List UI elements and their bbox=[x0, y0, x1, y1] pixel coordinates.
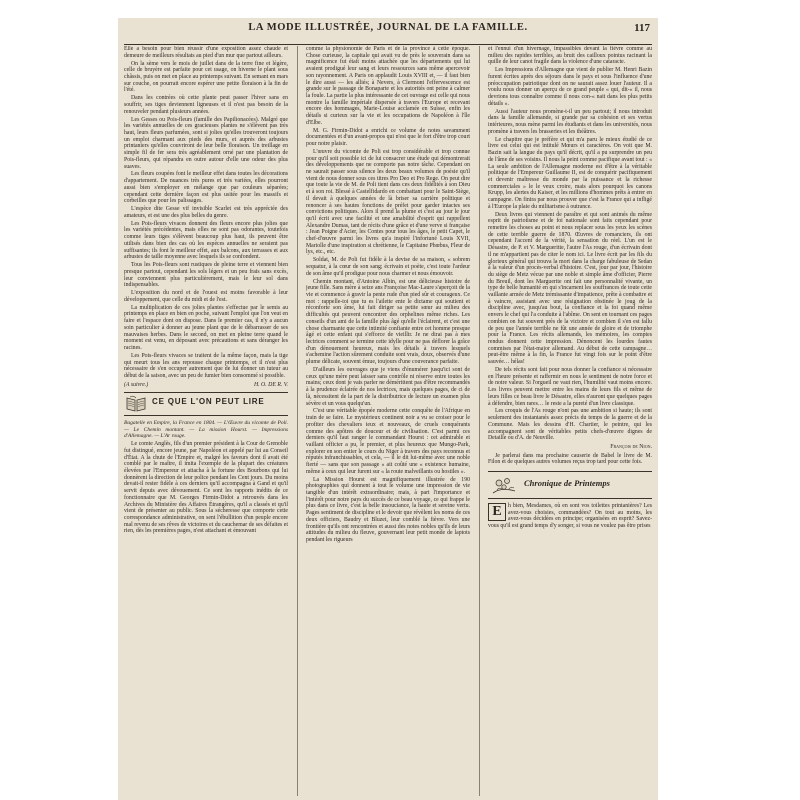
flower-ornament-icon bbox=[491, 475, 517, 495]
paragraph: Deux livres qui viennent de paraître et qui sont animés du même esprit de patriotisme et de foi nationale sont faits cependant pour remettre les choses au point et nous replacer sous les yeux les scènes de cette terrible guerre de 1870. Œuvres de romanciers, ils ont cependant l'accent de la vérité, la sensation du réel. L'un est le Désastre, de P. et V. Margueritte, l'autre l'As rouge, d'un écrivain dont il ne m'appartient pas de citer le nom ici. Le livre écrit par les fils du glorieux général qui trouva la mort dans la charge fabuleuse de Sedan à la valeur d'un procès-verbal d'histoire. C'est, jour par jour, l'histoire du siège de Metz vécue par une noble et simple âme d'officier, Pierre du Breuil, dont les Marguerite ont fait une personnalité vivante, un type de belle humanité en qui s'incarnent les souffrances de toute cette vaillante armée de Metz trémissante d'impatience, prête à combattre et à vaincre, assistant avec une résignation obstinée le joug de la discipline avec, jusqu'au bout, la confiance et la foi quand même envers le chef qui l'a conduite à l'abîme. On sent en tournant ces pages combien on fut souvent près de la victoire et combien il s'en est fallu de peu que l'année terrible ne fût une année de gloire et de triomphe pour la France. Les récits allemands, les mémoires, les comptes rendus donnent cette impression. Dénoncent les lourdes fautes commises par l'état-major allemand. Au début de cette campagne… peut-être même à la fin, la France fut vingt fois sur le point d'être sauvée… hélas! bbox=[488, 211, 652, 366]
section-summary: Bagatelle en Empire, la France en 1804. — L'Œuvre du vicomte de Poli. — Le Chemin montant. — La mission Hourst. — Impressions d'Allemagne. — L'Ar rouge. bbox=[124, 420, 288, 439]
chronique-title: Chronique de Printemps bbox=[524, 478, 610, 489]
journal-title: LA MODE ILLUSTRÉE, JOURNAL DE LA FAMILLE. bbox=[248, 22, 528, 33]
paragraph: Les Gesses ou Pois-fleurs (famille des Papilionacées). Malgré que les variétés annuelles de ces gracieuses plantes ne s'élèvent pas très haut, leurs fleurs parfumées, sont si jolies qu'elles trouveront toujours un emploi charmant aux pieds des murs, et auprès des arbustes printaniers qu'elles couvriront de leur belle floraison. Un treillage en simple fil de fer sera très agréablement orné par une plantation de Pois-fleurs, qui répandra en outre autour d'elle une odeur des plus suaves. bbox=[124, 116, 288, 170]
magazine-page bbox=[118, 18, 658, 800]
paragraph: Chemin montant, d'Antoine Albin, est une délicieuse histoire de jeune fille. Sans mère à seize ans Françoise Mac-Laure s'aperçoit de la vie et commence à gravir la pente rude d'un pied sûr et courageux. Ce mot : rappelle-toi que tu es l'ailette ente le dictame qui soutient et réconforte son âme, lui fait diriger sa petite sœur au milieu des difficultés qui peuvent rencontrer des orphelines même riches. Les conseils d'un ami de la famille plus âgé qu'elle l'éclairent, et c'est une chose charmante que cette intimité confiante entre cet homme presque âgé et cette enfant qui s'efforce de vieillir. Je ne dirai pas à mes lectrices comment se termine cette idylle pour ne pas déflorer la grâce d'un dénouement heureux, mais les détails à travers lesquels s'achemine l'action sûrement conduite sont vrais, doux, observés d'une plume délicate, souvent émue, toujours d'une couverance parfaite. bbox=[306, 278, 470, 366]
column-1 bbox=[124, 46, 288, 796]
open-book-icon bbox=[126, 395, 146, 412]
paragraph: Tous les Pois-fleurs sont rustiques de pleine terre et viennent bien presque partout, cependant les sols légers et un peu frais sans excès, leur conviennent plus particulièrement, mais le leur sol dans indispensables. bbox=[124, 262, 288, 289]
paragraph: L'exposition du nord et de l'ouest est moins favorable à leur développement, que celle du midi et de l'est. bbox=[124, 290, 288, 303]
paragraph: C'est une véritable épopée moderne cette conquête de l'Afrique en train de se faire. Le mystérieux continent noir a vu se croiser pour le profiter des chevaliers ieux et nouveaux, de cruels conquérants comme des apôtres de douceur et de civilisation. C'est parmi ces derniers qu'il faut ranger le commandant Hourst : cet admirable et vaillant officier a pu, le premier, et plus heureux que Mungo-Park, explorer en son entier le cours du Niger à travers des pays reconnus et réputés infranchissables, et cela, — il le dit lui-même avec une noble fierté — sans que son passage « ait coûté une « existence humaine, même à ceux qui leur furent sur « la route malveillants ou hostiles ». bbox=[306, 408, 470, 475]
header-rule bbox=[124, 44, 652, 45]
paragraph: Soldat, M. de Poli fut fidèle à la devise de sa maison, « sobrem sequatur, à la cœur de son sang; écrivain et poète, c'est toute l'ardeur de son âme qu'il prodigue pour nous charmer et nous émouvoir. bbox=[306, 257, 470, 277]
paragraph: Les Impressions d'Allemagne que vient de publier M. Henri Bazin furent écrites après des séjours dans le pays et sous l'influence d'une préoccupation patriotique dont on ne saurait assez louer l'auteur. Il a voulu nous donner un aperçu de ce grand peuple « qui, dit-« il, nous devrions tous connaître comme il nous con-« nait dans les plus petits détails ». bbox=[488, 67, 652, 107]
paragraph: L'espèce dite Gesse vif invisible Scarlet est très appréciée des amateurs, et est une des plus belles du genre. bbox=[124, 206, 288, 219]
paragraph: L'œuvre du vicomte de Poli est trop considérable et trop connue pour qu'il soit possible ici de lui consacrer une étude qui démontrerait des développements que ne comporte pas notre tâche. Cependant on ne saurait passer sous silence les deux beaux volumes de poésie qu'il vient de nous donner sous ces titres Pro Deo et Pro Rege. On peut dire que toute la vie de M. de Poli tient dans ces deux fidélités à son Dieu et à son roi. Blessé à Castelfidardo en combattant pour le Saint-Siège, il devait à quelques années de là briser sa carrière politique et renoncer à ses hautes fonctions de préfet pour garder intactes ses convictions politiques. Alors il prend la plume et c'est au jour le jour qu'il écrit avec une facilité et une amabilité d'esprit qui rappellent Alexandre Dumas, tant de récits d'une grâce et d'une verve si française : Jean Poigne d'Acier, les Contes pour tous les âges, le petit Capet, le chef-d'œuvre parmi les livres qu'a inspiré l'infortuné Louis XVII, Mariolle d'une inspiration si chrétienne, le Capitaine Phœbus, Fleur de lys, etc., etc. bbox=[306, 148, 470, 256]
page-number: 117 bbox=[634, 22, 650, 34]
chronique-paragraph bbox=[488, 503, 652, 530]
page-header bbox=[118, 22, 658, 44]
paragraph: On la sème vers le mois de juillet dans de la terre fine et légère, celle de bruyère est parfaite pour cet usage, on hiverne le plant sous châssis, puis on met en place au printemps suivant. En semant en mars sur couche, on pourrait encore espérer une petite floraison à la fin de l'été. bbox=[124, 60, 288, 94]
column-divider bbox=[297, 46, 298, 796]
paragraph: Les Pois-fleurs vivaces donnent des fleurs encore plus jolies que les variétés précédentes, mais elles ne sont pas odorantes, toutefois comme leurs tiges s'élèvent beaucoup plus haut, ils peuvent être utilisés dans bien des cas où les espèces annuelles ne seraient pas suffisantes; ils font le meilleur effet, aux balcons, aux terrasses et aux arbustes de taille moyenne avec lesquels ils se confondent. bbox=[124, 220, 288, 261]
signature-initials: H. O. DE R. V. bbox=[253, 381, 288, 388]
paragraph: Les fleurs coupées font le meilleur effet dans toutes les décorations d'appartement. De nuances très pures et très variées, elles pourront aussi bien s'employer en mélange que par couleurs séparées; cependant cette dernière façon est plus usitée pour les massifs et corbeilles que pour les palissages. bbox=[124, 171, 288, 205]
article-author: François de Nion. bbox=[610, 443, 652, 450]
paragraph: Le chapitre que je préfère et qui m'a paru le mieux étudié de ce livre est celui qui est intitulé Mœurs et caractères. On voit que M. Bazin sait la langue du pays qu'il décrit, qu'il a pu surprendre un peu de l'âme de ses voisins. Il nous la peint comme pacifique avant tout : « La seule ambition de l'Allemagne moderne est d'être à la véritable politique de l'Empereur Guillaume II, est de conquérir pacifiquement et devenir maîtresse du monde par la puissance et la richesse commerciales » le le veux croire, mais alors pourquoi les canons Krupp, les alertes du Kaiser, et les millions d'hommes prêts à entrer en campagne. On finira par nous prouver que c'est la France qui a infligé à l'Europe la plaie du militarisme à outrance. bbox=[488, 136, 652, 210]
paragraph: La Mission Hourst est magnifiquement illustrée de 190 photographies qui donnent à tout le volume une impression de vie tangible d'un intérêt extraordinaire; mais, à part l'importance et l'intérêt pour notre pays du succès de ce beau voyage, ce qui frappe le plus dans ce livre, c'est la belle insouciance, la haute et sereine vertu. Pages sentiment de discipline et le devoir que révèlent les noms de ces deux officiers, Baudry et Bluzet, leur comblé la fièvre. Vers une frontière qu'ils ont rencontrées et aussi des notes nobles qu'ils de leurs attitudes du milieu du fleuve, gouvernant leur petit monde de laptots pendant les rigueurs bbox=[306, 476, 470, 543]
paragraph: De tels récits sont fait pour nous donner la confiance si nécessaire en l'heure présente et raffermir en nous le sentiment de notre force et de notre valeur. Si l'orgueil ne vaut rien, l'humilité vaut moins encore. Les livres peuvent mettre entre les mains de leurs fils et même de leurs filles ce beau livre le Désastre, elles n'auront que quelques pages à défendre, bien rares… le reste a la pureté d'un livre classique. bbox=[488, 366, 652, 407]
to-be-continued: (A suivre.) bbox=[124, 381, 149, 388]
paragraph: Je parlerai dans ma prochaine causerie de Babel le livre de M. Filon et de quelques autres volumes reçus trop tard pour cette fois. bbox=[488, 452, 652, 466]
drop-cap: E bbox=[488, 503, 506, 521]
paragraph: Le comte Anglès, fils d'un premier président à la Cour de Grenoble fut distingué, encore jeune, par Napoléon et appelé par lui au Conseil d'État. A la chute de l'Empire et, malgré les faveurs dont il avait été comblé par le maître, il imita l'exemple de la plupart des créatures élevées par l'Empereur et attacha à la fortune des Bourbons qui lui donnèrent la direction de leur police pendant les Cent jours. Du moins devait-il rester fidèle à ces derniers qu'il accompagna à Gand et qu'il servit depuis avec dévouement. Ce sont les rapports inédits de ce fonctionnaire que M. Georges Firmin-Didot a retrouvés dans les Archives du Ministère des Affaires Étrangères, qu'il a classés et qu'il vient de présenter au public. Sous la sécheresse que comporte cette correspondance administrative, on sent l'ébullition d'un peuple encore mal revenu de ses rêves de victoires et du cauchemar de ses défaites et rien, dès les premières pages, n'est attachant et émouvant bbox=[124, 441, 288, 535]
paragraph: La multiplication de ces jolies plantes s'effectue par le semis au printemps en place en bien en poche, suivant l'emploi que l'on veut en faire et l'espace dont on dispose. Dans le premier cas, il n'y a aucun soin particulier à donner au jeune plant que de le débarrasser de ses mauvaises herbes. Dans le second, on met en pleine terre quand le moment est venu, en déposant avec précautions et sans déranger les racines. bbox=[124, 304, 288, 351]
paragraph: Dans les contrées où cette plante peut passer l'hiver sans en souffrir, ses tiges deviennent ligneuses et il n'est pas besoin de la renouveler pendant plusieurs années. bbox=[124, 95, 288, 115]
chronique-banner bbox=[488, 471, 652, 499]
article-signature bbox=[124, 382, 288, 389]
paragraph: Les Pois-fleurs vivaces se traitent de la même façon, mais la tige qui meurt tous les ans repousse chaque printemps, et il n'est plus nécessaire de s'en occuper autrement que de lui donner un tuteur au début de la saison, avec un peu de fumier bien consommé si possible. bbox=[124, 352, 288, 379]
paragraph: Elle a besoin pour bien réussir d'une exposition assez chaude et demeure de meilleurs résultats au pied d'un mur que partout ailleurs. bbox=[124, 46, 288, 59]
paragraph: Aussi l'auteur nous promène-t-il un peu partout; il nous introduit dans la famille allemande, si grande par sa cohésion et ses vertus intérieures, nous mène parmi les étudiants et dans les universités, nous promène à travers les brasseries et les théâtres. bbox=[488, 108, 652, 135]
paragraph: M. G. Firmin-Didot a enrichi ce volume de notes savamment documentées et d'un avant-propos qui n'est que le fort d'être trop court pour notre plaisir. bbox=[306, 127, 470, 148]
chronique-text: h bien, Mesdames, où en sont vos toilettes printanières? Les avez-vous choisies, commandées? On tout au moins, les avez-vous décidées en principe; organisées en esprit? Savez-vous qu'il est grand temps d'y songer, si vous ne voulez pas être prises bbox=[488, 503, 652, 530]
paragraph: Les croquis de l'As rouge n'ont pas une ambition si haute; ils sont seulement des instantanés assez précis du temps de la guerre et de la Commune. Mais les dessins d'H. Chartier, le peintre, qui les accompagnent sont de véritables petits chefs-d'œuvre dignes de Detaille ou d'A. de Neuville. bbox=[488, 408, 652, 442]
column-divider bbox=[479, 46, 480, 796]
paragraph: et l'ennui d'un hivernage, impassibles devant la fièvre comme au milieu des rapides terribles, au bruit des cailloux pointus racinant la quille de leur canot fragile dans la violence d'une cataracte. bbox=[488, 46, 652, 66]
paragraph: D'ailleurs les ouvrages que je viens d'énumérer jusqu'ici sont de ceux qu'une mère peut laisser sans contrôle ni réserve entre toutes les mains; ceux dont je vais parler ne démérittent pas d'être recommandés à la prudence éclairée de nos lectrices, mais quelques pages, de ci de là, nécessitent de la part de la distributrice de lecture un examen plus sévère et un vous quelqu'un. bbox=[306, 366, 470, 407]
paragraph: comme la physionomie de Paris et de la province à cette époque. Chose curieuse, la capitale qui avait vu de près le souverain dans sa magnificence fut était moins attachée que les départements qui lui avaient prodigué leur sang et leurs ressources sans même apercevoir son rayonnement. A Paris on applaudit Louis XVIII et, — il faut bien le dire aussi — les alliés; à Nevers, à Clermont l'effervescence est grande sur le passage de Bonaparte et les autorités ont peine à calmer la foule. La partie la plus intéressante de cet ouvrage est celle qui nous montre la famille impériale dispersée à travers l'Europe et recevant encore des hommages, Marie-Louise acclamée en Suisse, enfin les détails si curieux sur la vie et les occupations de Napoléon à l'île d'Elbe. bbox=[306, 46, 470, 126]
column-2 bbox=[306, 46, 470, 796]
column-3 bbox=[488, 46, 652, 796]
section-banner bbox=[124, 392, 288, 416]
section-title: CE QUE L'ON PEUT LIRE bbox=[152, 397, 265, 407]
